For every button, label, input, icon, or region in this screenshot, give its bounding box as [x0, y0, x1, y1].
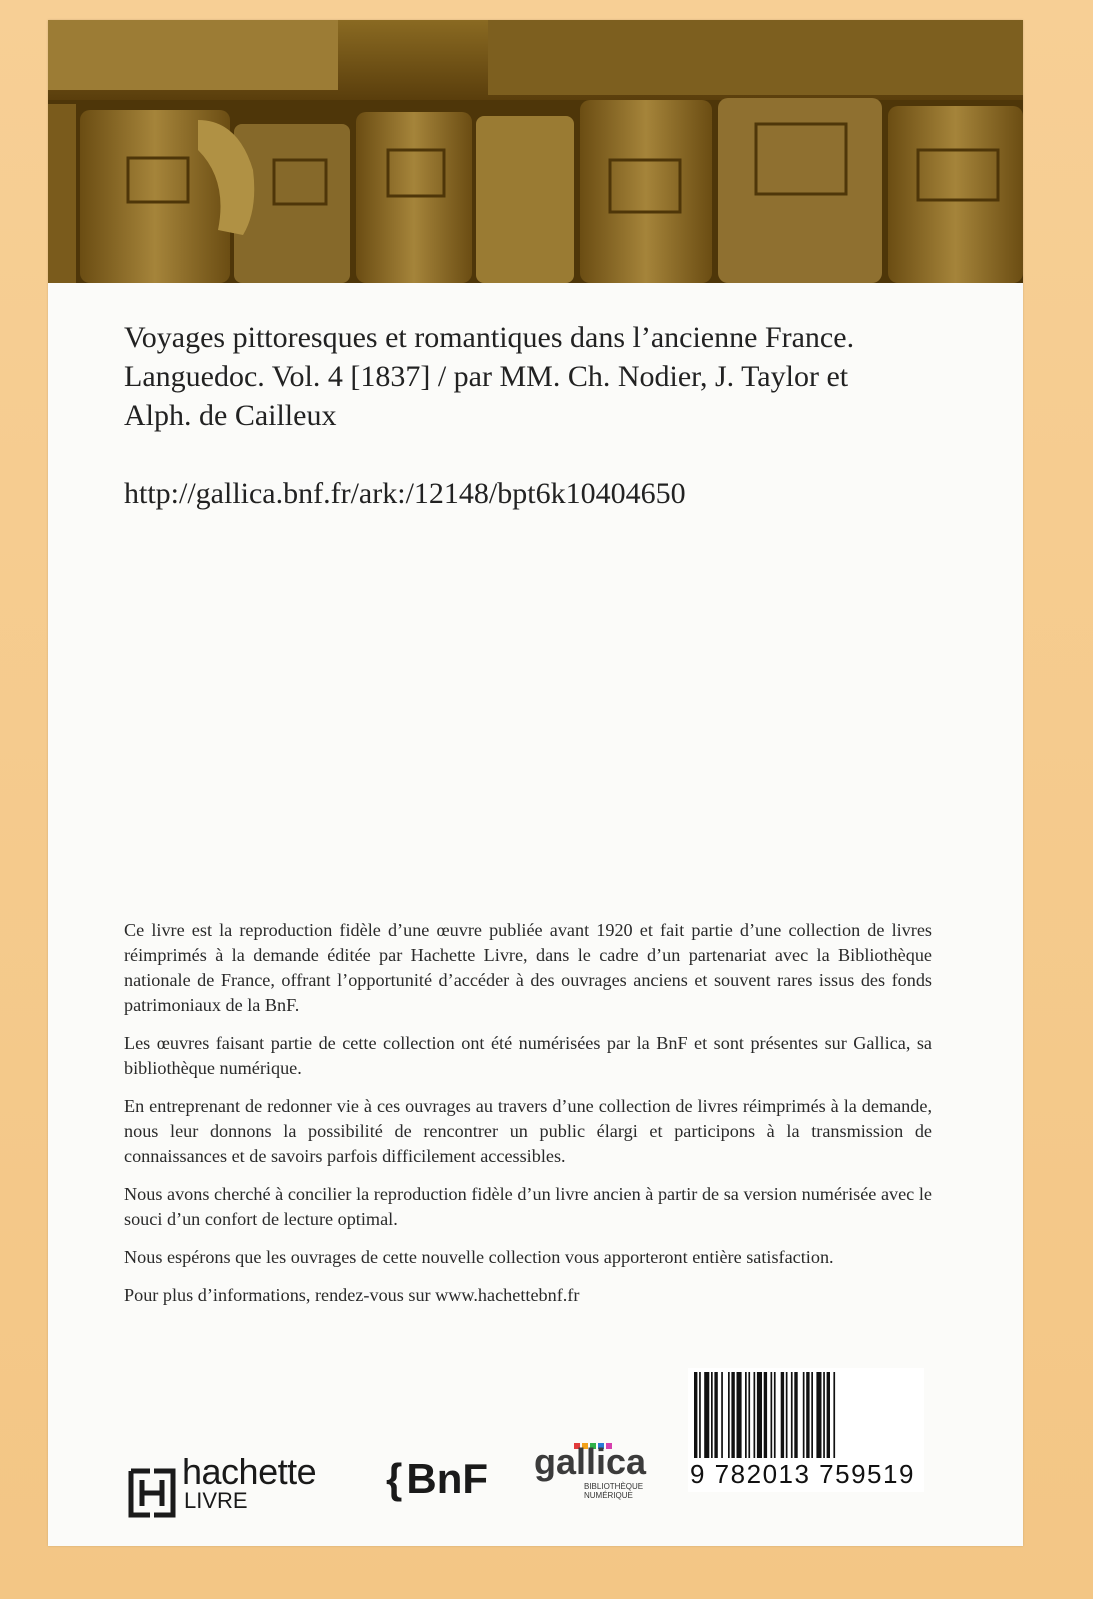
- more-info-line: Pour plus d’informations, rendez-vous sur www.hachettebnf.fr: [124, 1285, 580, 1305]
- gallica-name: gallica: [534, 1441, 647, 1482]
- barcode-bar: [816, 1372, 821, 1458]
- barcode-icon: [694, 1372, 916, 1458]
- barcode-bar: [781, 1372, 784, 1458]
- barcode-bar: [774, 1372, 776, 1458]
- hachette-sub: LIVRE: [184, 1488, 248, 1513]
- barcode-bar: [748, 1372, 750, 1458]
- gallica-logo: [534, 1436, 664, 1506]
- description-paragraph: Ce livre est la reproduction fidèle d’une œuvre publiée avant 1920 et fait partie d’une collection de livres réimprimés à la demande éditée par Hachette Livre, dans le cadre d’un partenariat avec la Bibliothèque nationale de France, offrant l’opportunité d’accéder à des ouvrages anciens et souvent rares issus des fonds patrimoniaux de la BnF.: [124, 920, 932, 1015]
- gallica-url: http://gallica.bnf.fr/ark:/12148/bpt6k10404650: [124, 477, 686, 510]
- barcode-bar: [745, 1372, 747, 1458]
- gallica-sub-line: NUMÉRIQUE: [584, 1491, 633, 1500]
- barcode-bar: [757, 1372, 762, 1458]
- hachette-mark-icon: [128, 1468, 176, 1518]
- barcode-bar: [694, 1372, 697, 1458]
- barcode-bar: [833, 1372, 835, 1458]
- barcode-bar: [728, 1372, 730, 1458]
- barcode-bar: [704, 1372, 709, 1458]
- barcode-bar: [721, 1372, 723, 1458]
- bnf-logo: [386, 1456, 488, 1502]
- barcode-bar: [803, 1372, 805, 1458]
- barcode-bar: [754, 1372, 756, 1458]
- barcode-bar: [823, 1372, 825, 1458]
- barcode-bar: [811, 1372, 813, 1458]
- book-back-cover: [48, 20, 1023, 1546]
- gallica-sub: [584, 1482, 664, 1500]
- barcode-bar: [827, 1372, 830, 1458]
- description-paragraph: Nous espérons que les ouvrages de cette nouvelle collection vous apporteront entière satisfaction.: [124, 1247, 834, 1267]
- isbn-barcode: [688, 1368, 924, 1492]
- hachette-name: hachette: [182, 1451, 317, 1492]
- bnf-name: BnF: [406, 1455, 489, 1502]
- barcode-bar: [791, 1372, 793, 1458]
- barcode-bar: [771, 1372, 773, 1458]
- description-paragraph: Les œuvres faisant partie de cette collection ont été numérisées par la BnF et sont présentes sur Gallica, sa bibliothèque numérique.: [124, 1033, 932, 1078]
- barcode-bar: [794, 1372, 797, 1458]
- banner-books-image: [48, 20, 1023, 283]
- barcode-bar: [711, 1372, 713, 1458]
- bnf-brace-icon: {: [386, 1455, 403, 1502]
- barcode-bar: [737, 1372, 742, 1458]
- barcode-bar: [806, 1372, 809, 1458]
- barcode-bar: [699, 1372, 701, 1458]
- barcode-bar: [786, 1372, 788, 1458]
- barcode-bar: [731, 1372, 734, 1458]
- description-paragraph: En entreprenant de redonner vie à ces ouvrages au travers d’une collection de livres réimprimés à la demande, nous leur donnons la possibilité de rencontrer un public élargi et participons à la transmission de connaissances et de savoirs parfois difficilement accessibles.: [124, 1096, 932, 1166]
- description: [124, 918, 932, 1321]
- gallica-sub-line: BIBLIOTHÈQUE: [584, 1482, 644, 1491]
- book-title: Voyages pittoresques et romantiques dans l’ancienne France. Languedoc. Vol. 4 [1837] / par MM. Ch. Nodier, J. Taylor et Alph. de Cailleux: [124, 321, 855, 432]
- description-paragraph: Nous avons cherché à concilier la reproduction fidèle d’un livre ancien à partir de sa version numérisée avec le souci d’un confort de lecture optimal.: [124, 1184, 932, 1229]
- isbn-number: 9 782013 759519: [690, 1459, 915, 1489]
- barcode-bar: [764, 1372, 767, 1458]
- barcode-bar: [714, 1372, 717, 1458]
- publisher-logos: [124, 1441, 684, 1513]
